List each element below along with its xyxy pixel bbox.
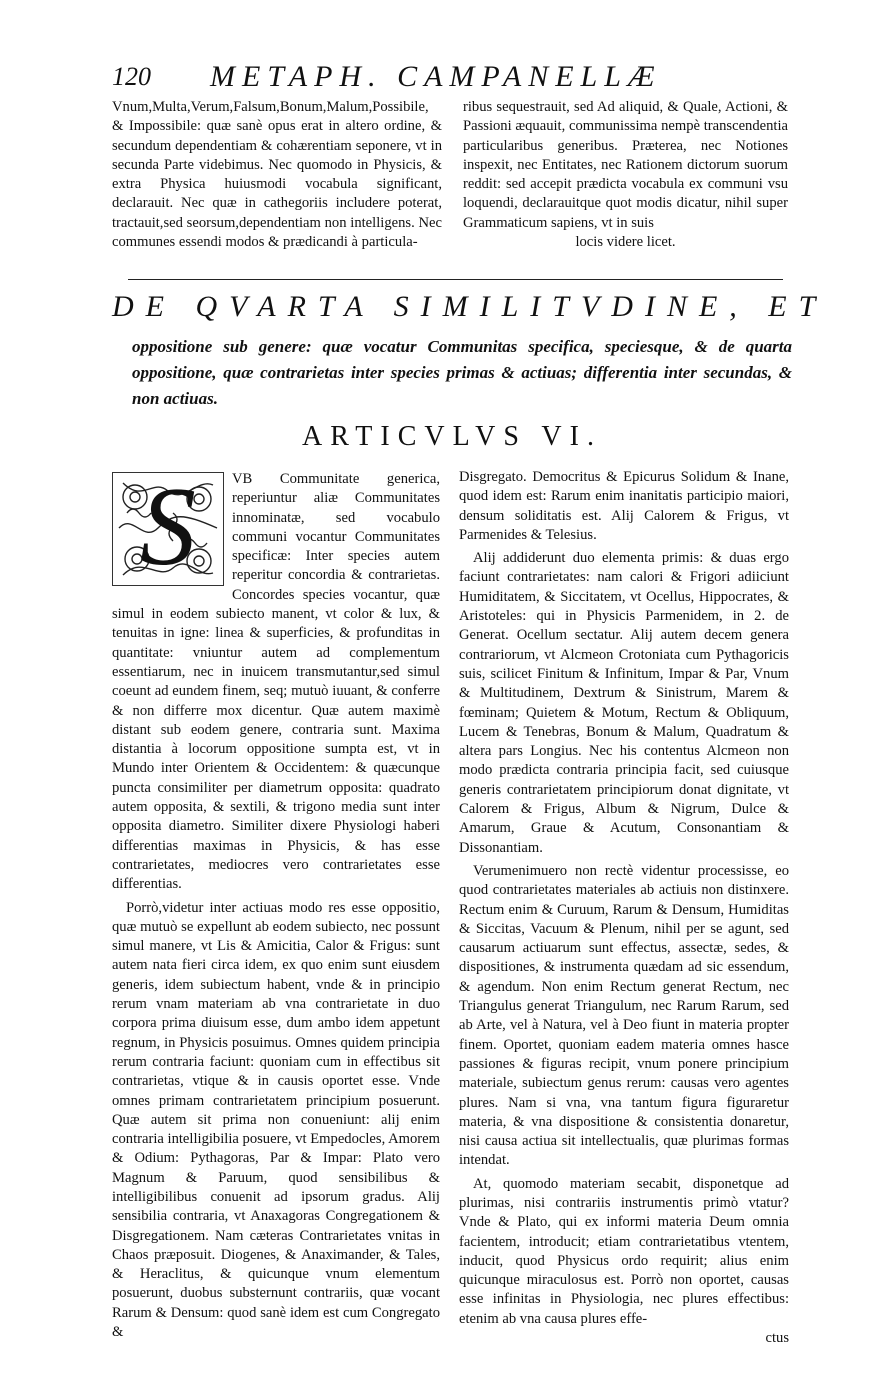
paragraph: VB Communitate generica, reperiuntur aliæ Communitates innominatæ, sed vocabulo communi vocantur Communitates specificæ: Inter species autem reperitur concordia & contrarietas. Concordes species vocantur, quæ simul in eodem subiecto manent, vt color & lux, & tenuitas in igne: linea & superficies, & profunditas in quantitate: vniuntur autem ad complementum essentiarum, nec in inuicem transmutantur,sed simul coeunt ad eundem finem, seq; mutuò iuuant, & conferre & non differre mox dicentur. Quæ autem maximè distant sub eodem genere, contraria sunt. Maxima distantia à locorum oppositione sumpta est, vt in Mundo inter Orientem & Occidentem: & quæcunque puncta consimiliter per diametrum opposita: quadrato autem opposita, & sextili, & trigono media sunt inter opposita diametro. Similiter dixere Physiologi haberi differentias maximas in Physicis, & has esse contrarietates, mediocres vero contrarietates esse differentias. [112, 471, 440, 893]
paragraph: Verumenimuero non rectè videntur processisse, eo quod contrarietates materiales ab actiuis non distinxere. Rectum enim & Curuum, Rarum & Densum, Humiditas & Siccitas, Vacuum & Plenum, nihil per se agunt, sed causarum actiuarum sunt effectus, assectæ, sedes, & dispositiones, & instrumenta quædam ad sic essendum, & agendum. Non enim Rectum generat Rectum, nec Triangulus generat Triangulum, nec Rarum Rarum, sed ab Arte, vel à Natura, vel à Deo fiunt in materia propter finem. Oportet, quoniam eadem materia omnes hasce passiones & figuras recipit, vnum ponere principium materiale, subiectum genus rerum: causas vero agentes plures. Nam si vna, vna tantum figura figuraretur materia, & vna dispositione & consistentia donaretur, nisi causa actiua sit intellectualis, quæ plurimas formas intendat. [459, 862, 789, 1169]
top-left-column [112, 98, 442, 252]
catchword: ctus [765, 1330, 789, 1347]
paragraph-tail: locis videre licet. [575, 234, 676, 251]
article-number: ARTICVLVS VI. [302, 421, 602, 452]
ornamental-floral-initial-icon [112, 465, 224, 589]
section-title: DE QVARTA SIMILITVDINE, ET [112, 290, 828, 323]
running-header [112, 60, 792, 94]
running-title: METAPH. CAMPANELLÆ [210, 60, 662, 93]
section-divider [128, 279, 783, 280]
paragraph: Alij addiderunt duo elementa primis: & duas ergo faciunt contrarietates: nam calori & Frigori adiiciunt Humiditatem, & Siccitatem, vt Ocellus, Hippocrates, & Aristoteles: qui in Physicis Parmenidem, in 2. de Generat. Ocellum sectatur. Alij autem decem genera contrariorum, vt Alcmeon Crotoniata cum Pythagoricis suis, scilicet Finitum & Infinitum, Impar & Par, Vnum & Multitudinem, Dextrum & Sinistrum, Marem & fœminam; Quietem & Motum, Rectum & Obliquum, Lucem & Tenebras, Bonum & Malum, Quadratum & altera pars Longius. Nec his contentus Alcmeon non modo prædicta contraria principia facit, sed cuiusque generis contrarietatem principiorum donat dignitate, vt Calorem & Frigus, Album & Nigrum, Dulce & Amarum, Graue & Acutum, Consonantiam & Dissonantiam. [459, 550, 789, 856]
paragraph: At, quomodo materiam secabit, disponetque ad plurimas, nisi contrariis instrumentis primò vtatur? Vnde & Plato, qui ex informi materia Deum omnia facientem, introducit; etiam contrarietatibus vtentem, inducit, quod Physicus ordo requirit; alius enim quicunque miraculosus est. Porrò non oportet, causas esse infinitas in Physiologia, nec plures effectibus: etenim ab vna causa plures effe- [459, 1175, 789, 1327]
paragraph: Disgregato. Democritus & Epicurus Solidum & Inane, quod idem est: Rarum enim inanitatis participio maiori, densum soliditatis est. Alij Calorem & Frigus, vt Parmenides & Telesius. [459, 469, 789, 543]
top-right-column [463, 98, 788, 252]
body-right-column [459, 468, 789, 1348]
paragraph: ribus sequestrauit, sed Ad aliquid, & Quale, Actioni, & Passioni æquauit, communissima nempè transcendentia particularibus generibus. Præterea, nec Notiones inspexit, nec Entitates, nec Rationem dictorum suorum reddit: sed accepit prædicta vocabula ex communi vsu loquendi, declarauitque quot modis dicatur, nihil super Grammaticum sapiens, vt in suis [463, 99, 788, 231]
page-number: 120 [112, 62, 151, 91]
section-subtitle: oppositione sub genere: quæ vocatur Communitas specifica, speciesque, & de quarta oppositione, quæ contrarietas inter species primas & actiuas; differentia inter secundas, & non actiuas. [132, 337, 792, 408]
paragraph: Porrò,videtur inter actiuas modo res esse oppositio, quæ mutuò se expellunt ab eodem subiecto, nec possunt simul manere, vt Lis & Amicitia, Calor & Frigus: sunt autem nata fieri circa idem, ex quo enim sunt eiusdem generis, idem subiectum habent, vnde & in principio rerum vnam materiam ab vna contrarietate in duo corpora prima diuisum esse, dum ambo idem appetunt regnum, in Physicis posuimus. Omnes quidem principia rerum contraria faciunt: quoniam cum in effectibus sit contrarietas, vtique & in causis oportet esse. Vnde omnes primam contrarietatem principium posuerunt. Quæ autem sit prima non conueniunt: alij enim contraria intelligibilia posuere, vt Empedocles, Amorem & Odium: Pythagoras, Par & Impar: Plato vero Magnum & Paruum, quod sensibilibus & intelligibilibus conuenit ad ipsorum gradus. Alij sensibilia contraria, vt Anaxagoras Congregationem & Disgregationem. Nam cæteras Contrarietates vnitas in Chaos præposuit. Diogenes, & Anaximander, & Tales, & Heraclitus, & quicunque vnum elementum posuerunt, duobus substernunt contrariis, quæ vocant Rarum & Densum: quod sanè idem est cum Congregato & [112, 899, 440, 1341]
dropcap-letter: S [140, 465, 196, 589]
section-heading [112, 290, 828, 412]
body-left-column [112, 465, 440, 1342]
paragraph: Vnum,Multa,Verum,Falsum,Bonum,Malum,Possibile, & Impossibile: quæ sanè opus erat in altero ordine, & secundum dependentiam & cohærentiam seponere, vt in secunda Parte videbimus. Nec quomodo in Physicis, & extra Physica huiusmodi vocabula significant, declarauit. Nec quæ in cathegoriis includere poterat, tractauit,sed seorsum,dependentiam non intelligens. Nec communes essendi modos & prædicandi à particula- [112, 99, 442, 251]
